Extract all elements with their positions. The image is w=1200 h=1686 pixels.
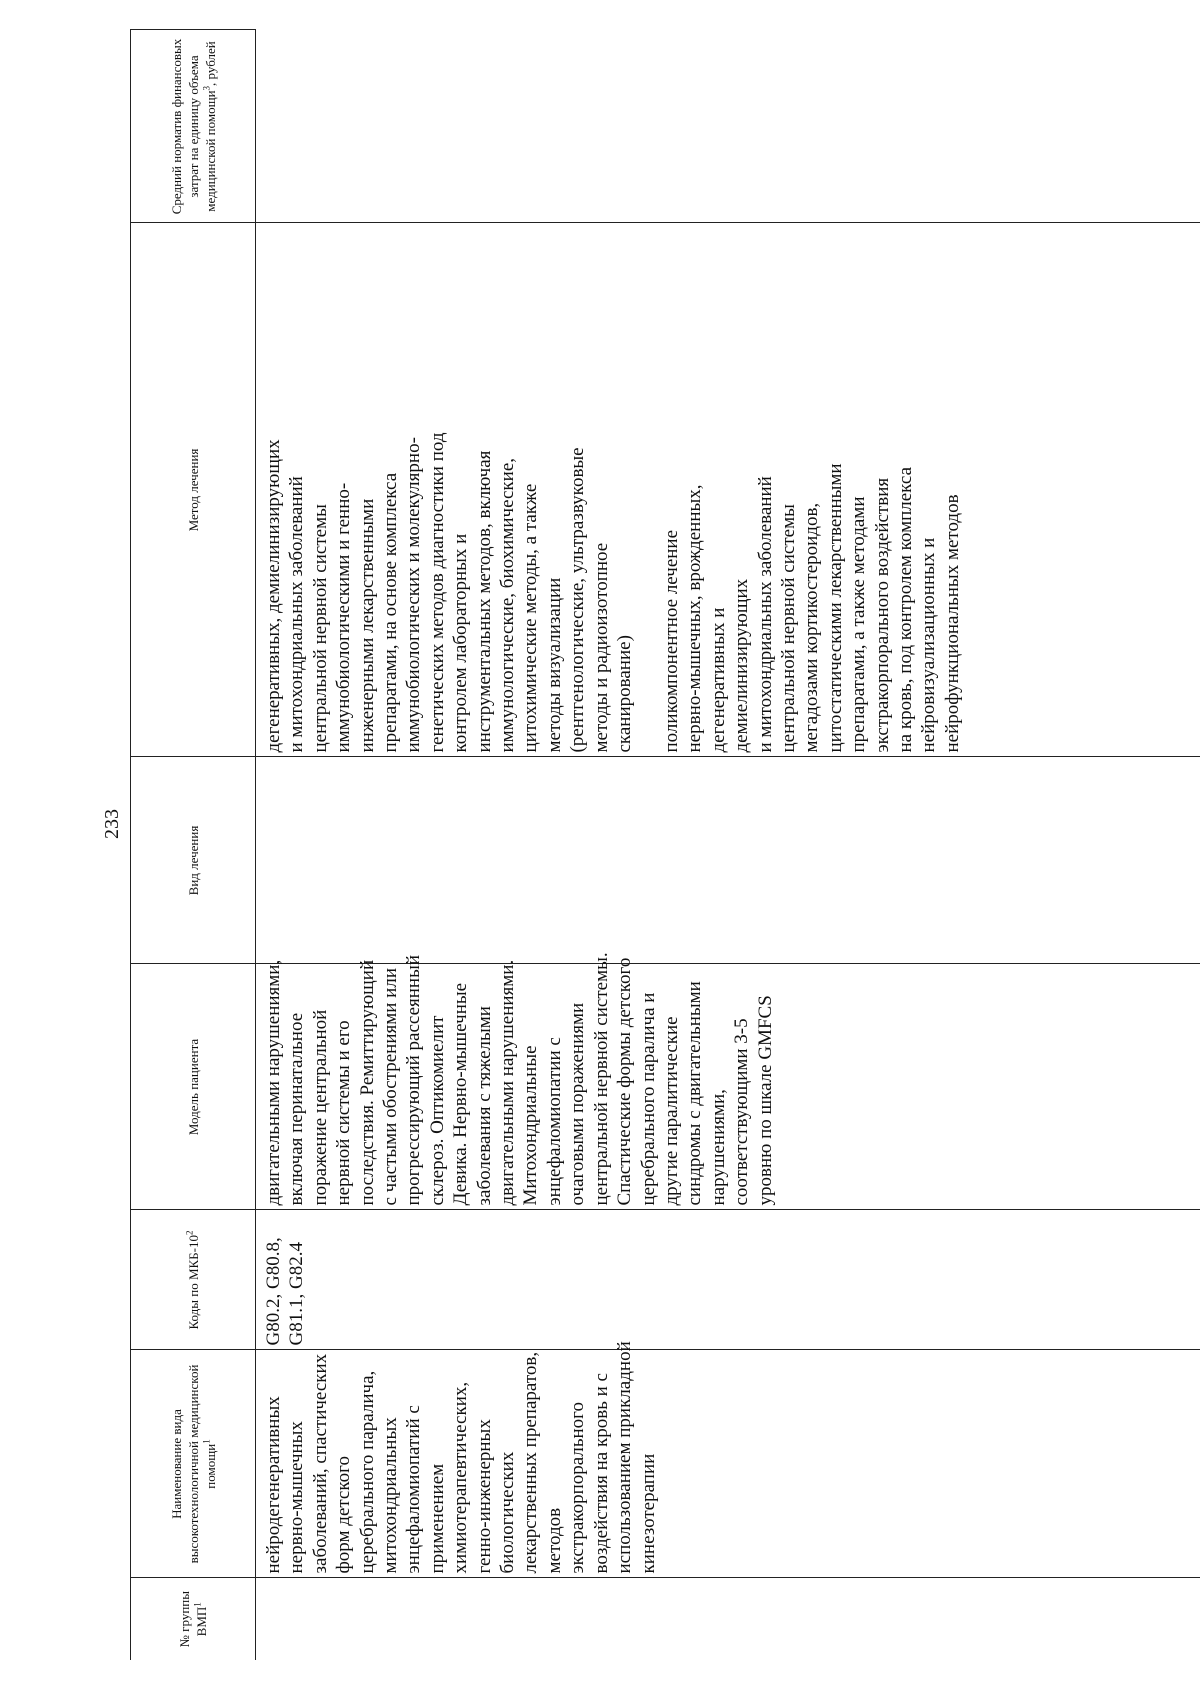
text-line: заболевания с тяжелыми: [473, 1006, 495, 1206]
text-line: энцефаломиопатии с: [543, 1037, 565, 1206]
text-line: демиелинизирующих: [731, 578, 753, 753]
text-line: митохондриальных: [380, 1417, 402, 1574]
cell-patient-model: [256, 952, 1200, 1210]
method-block-2: [660, 228, 964, 753]
header-icd-codes: Коды по МКБ-$10^2$: [131, 1210, 256, 1350]
header-row: [131, 30, 256, 1660]
text-line: церебрального паралича,: [356, 1370, 378, 1574]
text-line: центральной нервной системы: [309, 504, 331, 753]
text-line: экстракорпорального: [567, 1402, 589, 1574]
text-line: двигательными нарушениями,: [263, 959, 284, 1206]
text-line: прогрессирующий рассеянный: [403, 954, 425, 1206]
text-line: Девика. Нервно-мышечные: [450, 982, 472, 1206]
vmp-table: [130, 30, 1200, 1661]
table-row: [256, 30, 1200, 1660]
text-line: заболеваний, спастических: [309, 1353, 331, 1574]
text-line: нейрофункциональных методов: [941, 494, 963, 753]
text-line: инженерными лекарственными: [356, 498, 378, 753]
text-line: цитохимические методы, а также: [520, 483, 542, 753]
method-block-1: [262, 228, 637, 753]
header-average-cost: Средний норматив финансовых затрат на единицу объема медицинской помощи$^3$, рублей: [131, 30, 256, 223]
cell-treatment-type: [256, 757, 1200, 964]
text-line: G81.1, G82.4: [286, 1242, 308, 1346]
text-line: применением: [426, 1463, 448, 1574]
text-line: генно-инженерных: [473, 1419, 495, 1574]
text-line: Митохондриальные: [520, 1045, 542, 1206]
text-line: поликомпонентное лечение: [660, 529, 682, 753]
text-line: дегенеративных, демиелинизирующих: [263, 439, 284, 753]
rotated-table-wrapper: [130, 30, 1200, 1660]
text-line: мегадозами кортикостероидов,: [801, 502, 823, 753]
text-line: контролем лабораторных и: [450, 533, 472, 753]
header-care-name: Наименование вида высокотехнологичной медицинской помощи$^1$: [131, 1350, 256, 1578]
text-line: методов: [543, 1507, 565, 1574]
header-treatment-method: Метод лечения: [131, 223, 256, 757]
text-line: цитостатическими лекарственными: [824, 463, 846, 753]
text-line: нервно-мышечных: [286, 1421, 308, 1574]
text-line: использованием прикладной: [614, 1341, 636, 1574]
text-line: центральной нервной системы.: [590, 952, 612, 1206]
text-line: центральной нервной системы: [777, 504, 799, 753]
cell-icd-codes: [256, 1210, 1200, 1350]
text-line: с частыми обострениями или: [380, 968, 402, 1206]
text-line: форм детского: [333, 1456, 355, 1574]
text-line: препаратами, а также методами: [848, 496, 870, 753]
text-line: препаратами, на основе комплекса: [380, 472, 402, 753]
text-line: поражение центральной: [309, 1009, 331, 1206]
page-number: 233: [101, 809, 123, 839]
text-line: иммунологические, биохимические,: [497, 458, 519, 753]
text-line: склероз. Оптикомиелит: [426, 1015, 448, 1206]
text-line: нервной системы и его: [333, 1020, 355, 1206]
text-line: инструментальных методов, включая: [473, 450, 495, 753]
text-line: экстракорпорального воздействия: [871, 477, 893, 753]
text-line: соответствующими 3-5: [731, 1018, 753, 1206]
text-line: очаговыми поражениями: [567, 1002, 589, 1206]
text-line: двигательными нарушениями.: [497, 959, 519, 1206]
header-group-number: № группы ВМП$^1$: [131, 1578, 256, 1660]
text-line: и митохондриальных заболеваний: [754, 476, 776, 753]
text-line: методы и радиоизотопное: [590, 542, 612, 753]
text-line: и митохондриальных заболеваний: [286, 476, 308, 753]
text-line: на кровь, под контролем комплекса: [894, 466, 916, 753]
text-line: лекарственных препаратов,: [520, 1351, 542, 1574]
text-line: дегенеративных и: [707, 607, 729, 753]
text-line: включая перинатальное: [286, 1012, 308, 1206]
text-line: G80.2, G80.8,: [263, 1237, 284, 1346]
cell-care-name: [256, 1341, 1200, 1578]
text-line: (рентгенологические, ультразвуковые: [567, 447, 589, 753]
text-line: нейродегенеративных: [263, 1396, 284, 1574]
text-line: нарушениями,: [707, 1089, 729, 1206]
text-line: иммунобиологическими и генно-: [333, 482, 355, 753]
text-line: кинезотерапии: [637, 1453, 659, 1574]
cell-average-cost: [256, 30, 1200, 223]
text-line: воздействия на кровь и с: [590, 1373, 612, 1574]
text-line: нейровизуализационных и: [918, 537, 940, 753]
text-line: сканирование): [614, 635, 636, 753]
header-treatment-type: Вид лечения: [131, 757, 256, 964]
text-line: методы визуализации: [543, 577, 565, 753]
text-line: синдромы с двигательными: [684, 981, 706, 1206]
header-patient-model: Модель пациента: [131, 964, 256, 1210]
text-line: последствия. Ремиттирующий: [356, 959, 378, 1206]
cell-treatment-method: [256, 223, 1200, 757]
text-line: нервно-мышечных, врожденных,: [684, 484, 706, 753]
text-line: химиотерапевтических,: [450, 1381, 472, 1574]
text-line: биологических: [497, 1451, 519, 1574]
text-line: церебрального паралича и: [637, 992, 659, 1206]
text-line: иммунобиологических и молекулярно-: [403, 437, 425, 753]
text-line: другие паралитические: [660, 1016, 682, 1206]
text-line: Спастические формы детского: [614, 957, 636, 1206]
text-line: генетических методов диагностики под: [426, 432, 448, 753]
cell-group-number: [256, 1578, 1200, 1660]
text-line: уровню по шкале GMFCS: [754, 995, 776, 1206]
text-line: энцефаломиопатий с: [403, 1405, 425, 1574]
